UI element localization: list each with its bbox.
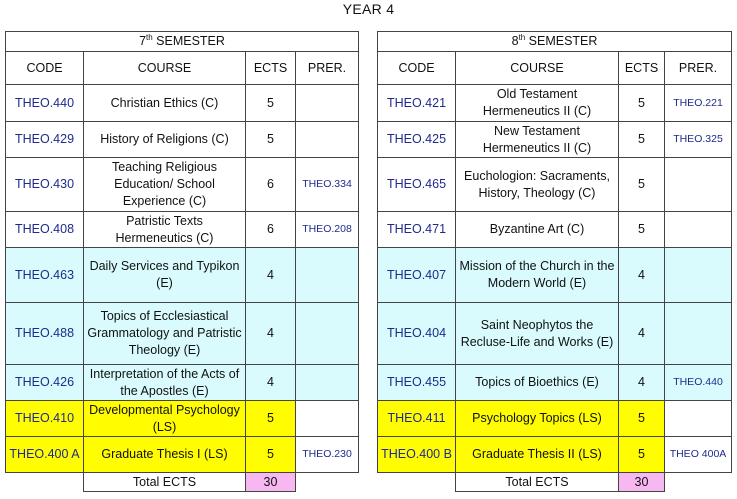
- course-row: [378, 158, 732, 212]
- course-name: Euchologion: Sacraments, History, Theology (C): [456, 158, 619, 212]
- course-row: [6, 85, 359, 122]
- course-name: History of Religions (C): [84, 122, 246, 158]
- total-value: 30: [619, 473, 665, 492]
- course-row: [6, 158, 359, 212]
- col-header-code: CODE: [378, 52, 456, 85]
- course-name: Patristic Texts Hermeneutics (C): [84, 212, 246, 248]
- col-header-ects: ECTS: [619, 52, 665, 85]
- course-code: THEO.408: [6, 212, 84, 248]
- course-ects: 5: [246, 122, 296, 158]
- course-prerequisite: [296, 365, 359, 401]
- course-prerequisite: [296, 303, 359, 365]
- course-row: [6, 401, 359, 437]
- course-code: THEO.404: [378, 303, 456, 365]
- course-row: [6, 212, 359, 248]
- course-name: Graduate Thesis I (LS): [84, 437, 246, 473]
- course-ects: 4: [619, 248, 665, 303]
- total-label: Total ECTS: [84, 473, 246, 492]
- course-code: THEO.440: [6, 85, 84, 122]
- course-name: Teaching Religious Education/ School Experience (C): [84, 158, 246, 212]
- course-name: Mission of the Church in the Modern World (E): [456, 248, 619, 303]
- course-name: Developmental Psychology (LS): [84, 401, 246, 437]
- course-code: THEO.400 B: [378, 437, 456, 473]
- course-row: [378, 212, 732, 248]
- course-row: [6, 365, 359, 401]
- course-name: Old Testament Hermeneutics II (C): [456, 85, 619, 122]
- course-name: Graduate Thesis II (LS): [456, 437, 619, 473]
- course-row: [378, 303, 732, 365]
- course-row: [6, 303, 359, 365]
- semester-7-table: [5, 31, 359, 492]
- total-row: [378, 473, 732, 492]
- header-row: [378, 52, 732, 85]
- course-code: THEO.465: [378, 158, 456, 212]
- course-ects: 5: [246, 437, 296, 473]
- course-prerequisite: THEO.221: [665, 85, 732, 122]
- semester-title-row: [378, 32, 732, 52]
- course-name: Topics of Ecclesiastical Grammatology and Patristic Theology (E): [84, 303, 246, 365]
- course-prerequisite: THEO.440: [665, 365, 732, 401]
- course-ects: 6: [246, 212, 296, 248]
- course-prerequisite: THEO.208: [296, 212, 359, 248]
- course-name: Topics of Bioethics (E): [456, 365, 619, 401]
- course-row: [378, 365, 732, 401]
- course-ects: 5: [619, 158, 665, 212]
- course-prerequisite: THEO.230: [296, 437, 359, 473]
- total-row: [6, 473, 359, 492]
- course-name: Interpretation of the Acts of the Apostles (E): [84, 365, 246, 401]
- course-name: New Testament Hermeneutics II (C): [456, 122, 619, 158]
- course-ects: 5: [619, 85, 665, 122]
- col-header-ects: ECTS: [246, 52, 296, 85]
- course-code: THEO.426: [6, 365, 84, 401]
- semester-8-table: [377, 31, 732, 492]
- course-code: THEO.455: [378, 365, 456, 401]
- semester-title: 7th SEMESTER: [6, 32, 359, 52]
- col-header-course: COURSE: [456, 52, 619, 85]
- header-row: [6, 52, 359, 85]
- course-code: THEO.430: [6, 158, 84, 212]
- course-name: Psychology Topics (LS): [456, 401, 619, 437]
- course-name: Christian Ethics (C): [84, 85, 246, 122]
- course-prerequisite: [665, 401, 732, 437]
- course-row: [378, 437, 732, 473]
- course-name: Byzantine Art (C): [456, 212, 619, 248]
- col-header-code: CODE: [6, 52, 84, 85]
- course-prerequisite: [296, 122, 359, 158]
- course-prerequisite: [665, 212, 732, 248]
- course-ects: 6: [246, 158, 296, 212]
- course-row: [6, 437, 359, 473]
- semester-title-row: [6, 32, 359, 52]
- course-row: [378, 122, 732, 158]
- course-ects: 4: [246, 303, 296, 365]
- course-prerequisite: [665, 158, 732, 212]
- course-row: [6, 122, 359, 158]
- total-label: Total ECTS: [456, 473, 619, 492]
- semester-title: 8th SEMESTER: [378, 32, 732, 52]
- col-header-prer: PRER.: [296, 52, 359, 85]
- course-ects: 5: [246, 401, 296, 437]
- course-code: THEO.411: [378, 401, 456, 437]
- page-title: YEAR 4: [342, 1, 395, 17]
- course-row: [378, 85, 732, 122]
- course-code: THEO.471: [378, 212, 456, 248]
- course-prerequisite: [296, 85, 359, 122]
- course-prerequisite: [665, 303, 732, 365]
- course-ects: 4: [619, 303, 665, 365]
- course-prerequisite: [296, 248, 359, 303]
- course-prerequisite: THEO.334: [296, 158, 359, 212]
- course-name: Saint Neophytos the Recluse-Life and Works (E): [456, 303, 619, 365]
- course-code: THEO.463: [6, 248, 84, 303]
- course-row: [378, 248, 732, 303]
- course-ects: 4: [246, 248, 296, 303]
- course-code: THEO.421: [378, 85, 456, 122]
- course-ects: 5: [619, 212, 665, 248]
- course-ects: 4: [246, 365, 296, 401]
- course-code: THEO.400 A: [6, 437, 84, 473]
- course-ects: 5: [246, 85, 296, 122]
- course-row: [6, 248, 359, 303]
- col-header-prer: PRER.: [665, 52, 732, 85]
- course-code: THEO.488: [6, 303, 84, 365]
- course-ects: 5: [619, 437, 665, 473]
- course-ects: 5: [619, 401, 665, 437]
- course-prerequisite: THEO.325: [665, 122, 732, 158]
- course-prerequisite: THEO 400A: [665, 437, 732, 473]
- course-prerequisite: [665, 248, 732, 303]
- course-name: Daily Services and Typikon (E): [84, 248, 246, 303]
- course-code: THEO.407: [378, 248, 456, 303]
- course-code: THEO.410: [6, 401, 84, 437]
- course-ects: 4: [619, 365, 665, 401]
- course-code: THEO.429: [6, 122, 84, 158]
- course-row: [378, 401, 732, 437]
- course-ects: 5: [619, 122, 665, 158]
- course-prerequisite: [296, 401, 359, 437]
- total-value: 30: [246, 473, 296, 492]
- course-code: THEO.425: [378, 122, 456, 158]
- col-header-course: COURSE: [84, 52, 246, 85]
